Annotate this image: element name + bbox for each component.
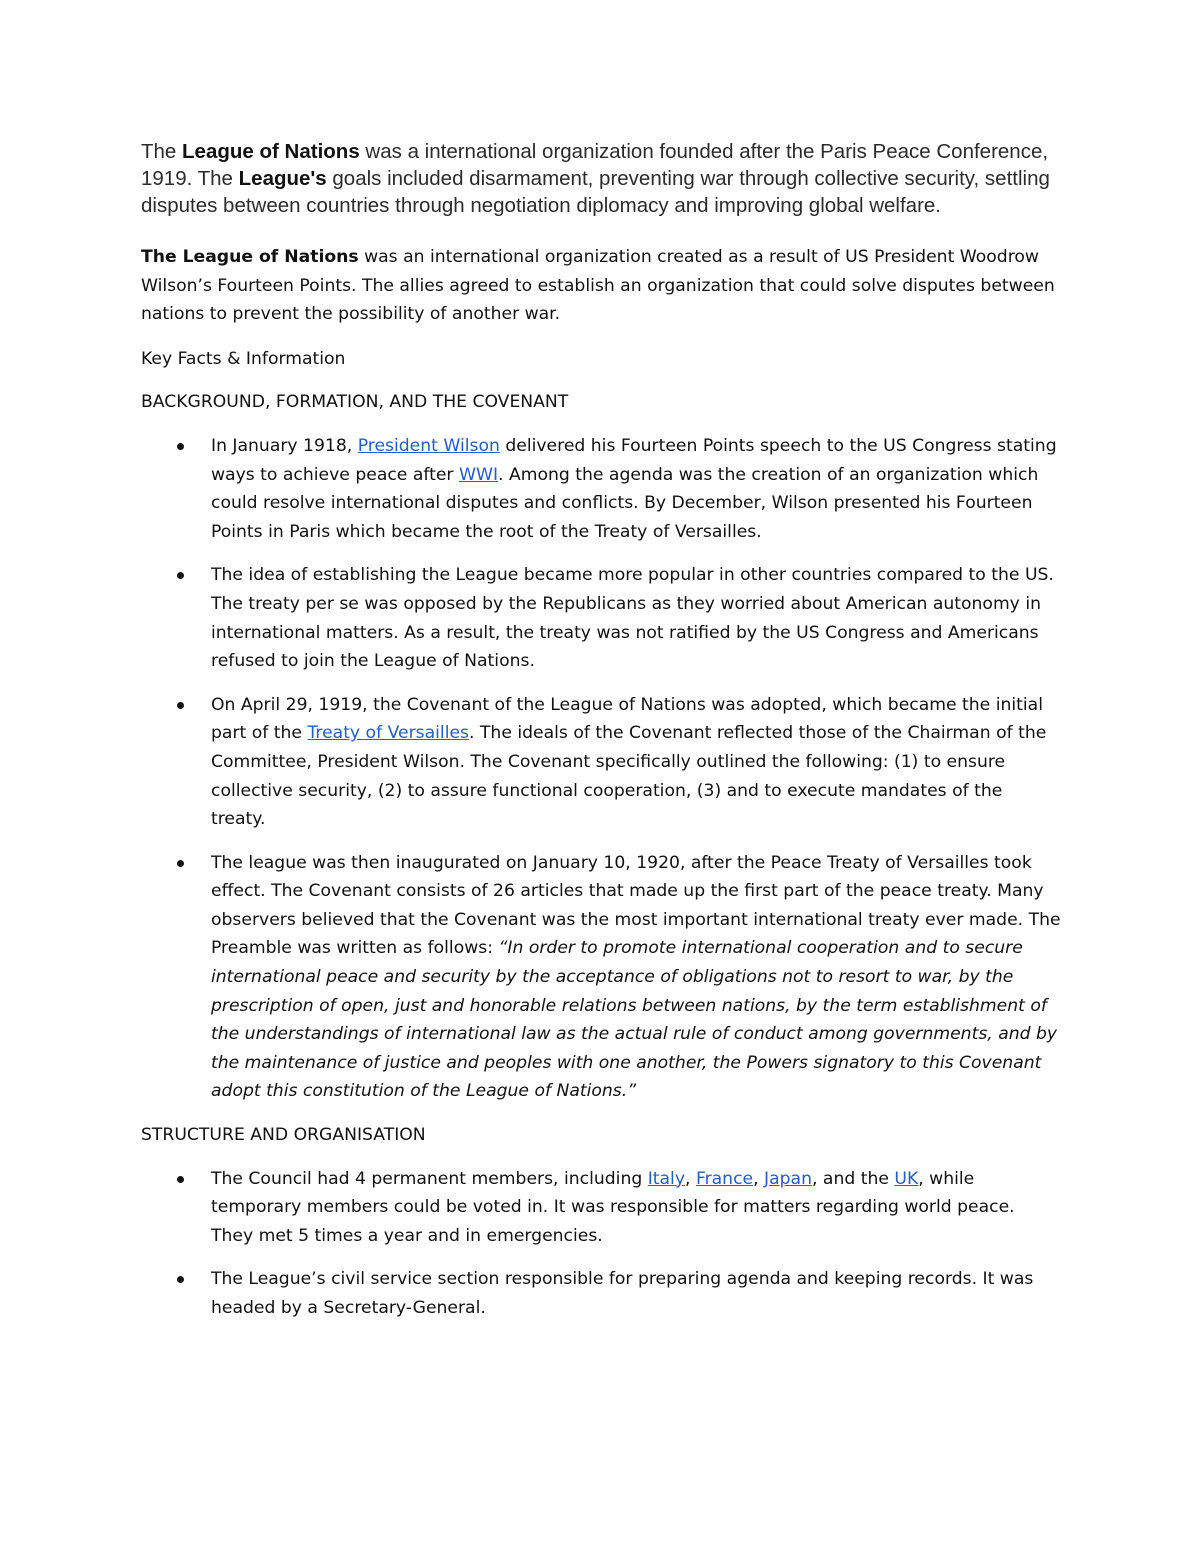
summary-bold: The League of Nations [141, 247, 359, 267]
intro-text: The [141, 140, 183, 163]
list-item [141, 691, 1061, 834]
bullet-icon [177, 572, 184, 579]
intro-bold-leagues: League's [238, 167, 327, 190]
list-text: The League’s civil service section responsible for preparing agenda and keeping records. It was headed by a Secretary-General. [211, 1269, 1034, 1318]
link-france[interactable]: France [695, 1168, 754, 1189]
link-wwi[interactable]: WWI [458, 464, 499, 485]
list-text: , [685, 1168, 696, 1189]
link-japan[interactable]: Japan [764, 1168, 812, 1189]
list-item [141, 849, 1061, 1106]
link-treaty-of-versailles[interactable]: Treaty of Versailles [307, 723, 469, 744]
bullet-icon [177, 1176, 184, 1183]
list-text: The league was then inaugurated on January 10, 1920, after the Peace Treaty of Versailles took effect. The Covenant consists of 26 articles that made up the first part of the peace treaty. Many observers believed that the Covenant was the most important international treaty ever made. The Preamble was written as follows: [211, 852, 1061, 959]
intro-paragraph [141, 138, 1061, 219]
list-item [141, 432, 1061, 546]
list-text: , while temporary members could be voted in. It was responsible for matters regarding world peace. They met 5 times a year and in emergencies. [211, 1168, 1015, 1246]
list-text: In January 1918, [211, 435, 358, 456]
list-text: . Among the agenda was the creation of an organization which could resolve international disputes and conflicts. By December, Wilson presented his Fourteen Points in Paris which became the root of the Treaty of Versailles. [211, 464, 1039, 542]
list-text: On April 29, 1919, the Covenant of the League of Nations was adopted, which became the initial part of the [211, 694, 1043, 744]
list-text: . The ideals of the Covenant reflected those of the Chairman of the Committee, President Wilson. The Covenant specifically outlined the following: (1) to ensure collective security, (2) to assure functional cooperation, (3) and to execute mandates of the treaty. [211, 723, 1047, 830]
intro-bold-league: League of Nations [182, 140, 360, 163]
list-text: The idea of establishing the League became more popular in other countries compared to the US. The treaty per se was opposed by the Republicans as they worried about American autonomy in international matters. As a result, the treaty was not ratified by the US Congress and Americans refused to join the League of Nations. [211, 565, 1054, 672]
list-item [141, 561, 1061, 675]
summary-paragraph [141, 243, 1061, 329]
structure-list [141, 1165, 1061, 1323]
list-item [141, 1265, 1061, 1322]
intro-text: was a international organization founded after the Paris Peace Conference, 1919. The [141, 140, 1049, 190]
section-heading-background: BACKGROUND, FORMATION, AND THE COVENANT [141, 392, 569, 413]
link-president-wilson[interactable]: President Wilson [357, 435, 500, 456]
bullet-icon [177, 702, 184, 709]
key-facts-heading: Key Facts & Information [141, 348, 346, 369]
list-text: delivered his Fourteen Points speech to the US Congress stating ways to achieve peace after [211, 435, 1057, 485]
list-text: , and the [811, 1168, 895, 1189]
list-text: The Council had 4 permanent members, including [211, 1168, 648, 1189]
summary-text: was an international organization created as a result of US President Woodrow Wilson’s Fourteen Points. The allies agreed to establish an organization that could solve disputes between nations to prevent the possibility of another war. [141, 247, 1055, 325]
bullet-icon [177, 860, 184, 867]
background-list [141, 432, 1061, 1106]
preamble-quote: “In order to promote international cooperation and to secure international peace and security by the acceptance of obligations not to resort to war, by the prescription of open, just and honorable relations between nations, by the term establishment of the understandings of international law as the actual rule of conduct among governments, and by the maintenance of justice and peoples with one another, the Powers signatory to this Covenant adopt this constitution of the League of Nations.” [211, 938, 1058, 1102]
bullet-icon [177, 1276, 184, 1283]
section-heading-structure: STRUCTURE AND ORGANISATION [141, 1125, 426, 1146]
list-text: , [753, 1168, 765, 1189]
bullet-icon [177, 443, 184, 450]
document-page [141, 138, 1061, 1338]
link-uk[interactable]: UK [894, 1168, 919, 1189]
list-item [141, 1165, 1061, 1251]
link-italy[interactable]: Italy [647, 1168, 686, 1189]
intro-text: goals included disarmament, preventing war through collective security, settling disputes between countries through negotiation diplomacy and improving global welfare. [141, 167, 1050, 217]
